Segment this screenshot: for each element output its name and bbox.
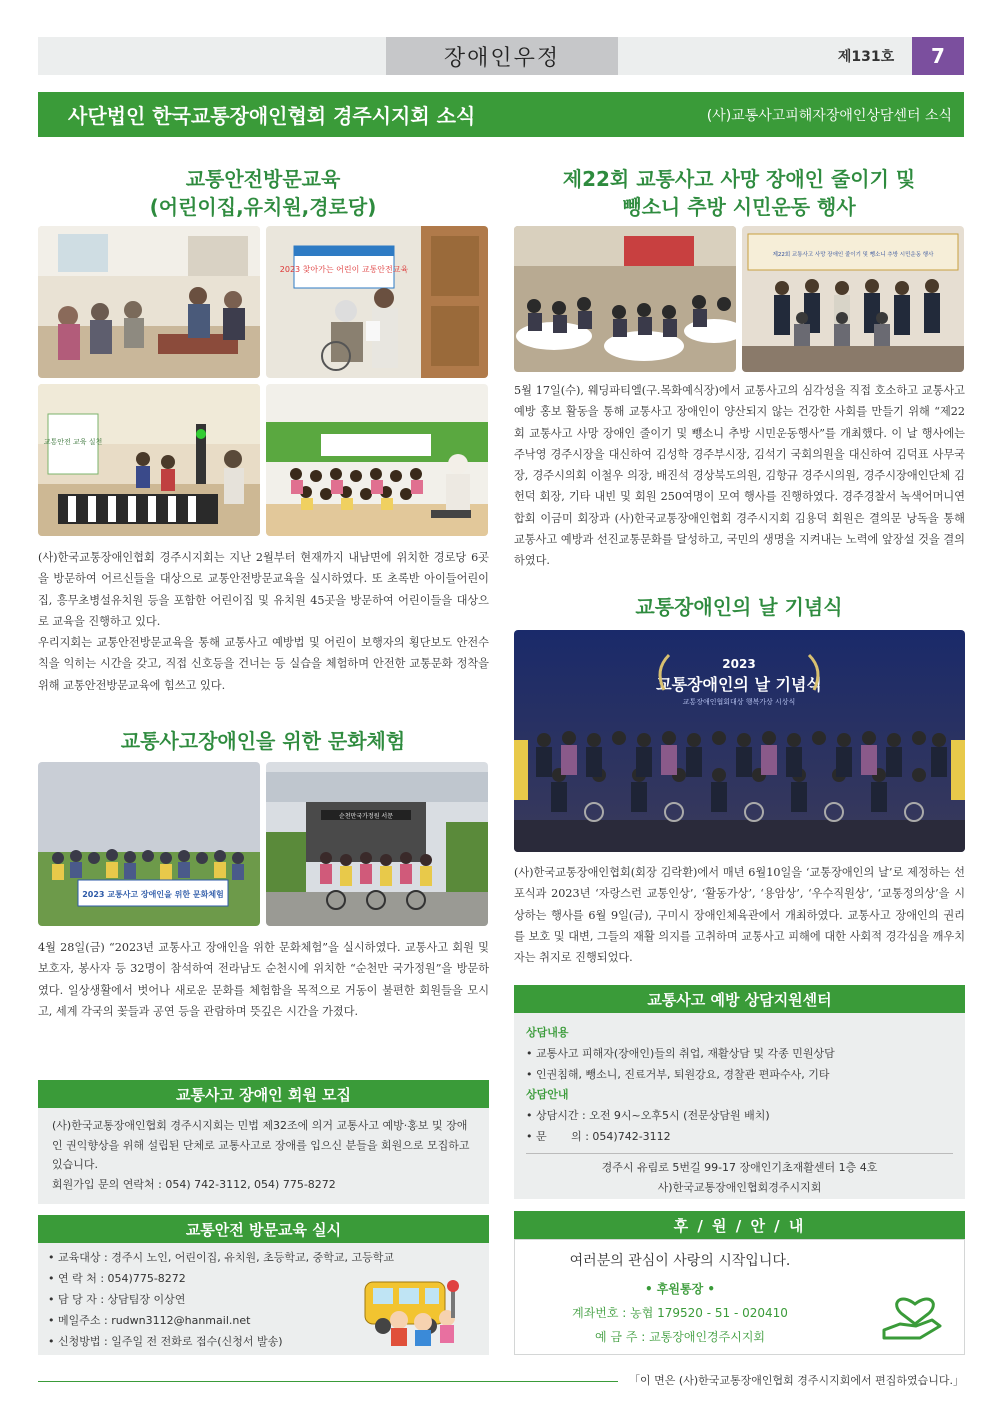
- article4-title: 교통장애인의 날 기념식: [635, 595, 843, 619]
- article1-paragraph: (사)한국교통장애인협회 경주시지회는 지난 2월부터 현재까지 내남면에 위치한 경로당 6곳을 방문하여 어르신들을 대상으로 교통안전방문교육을 실시하였다. 또 초록반 아이들어린이집, 흥무초병설유치원 등을 포함한 어린이집 및 유치원 45곳을 방문하여 어린이들을 대상으로 교육을 진행하고 있다.: [38, 551, 489, 628]
- counsel-address: [526, 1153, 953, 1198]
- article2-title: 교통사고장애인을 위한 문화체험: [120, 729, 406, 753]
- recruit-contact: 회원가입 문의 연락처 : 054) 742-3112, 054) 775-8272: [52, 1177, 336, 1191]
- counsel-content-item: • 인권침해, 뺑소니, 진료거부, 퇴원강요, 경찰관 편파수사, 기타: [526, 1068, 830, 1081]
- photo-banner-text: 제22회 교통사고 사망 장애인 줄이기 및 뺑소니 추방 시민운동 행사: [772, 252, 934, 258]
- counsel-heading: 교통사고 예방 상담지원센터: [514, 985, 965, 1013]
- article3-title-line1: 제22회 교통사고 사망 장애인 줄이기 및: [562, 167, 916, 191]
- recruit-heading: 교통사고 장애인 회원 모집: [38, 1080, 489, 1108]
- footer-note: 「이 면은 (사)한국교통장애인협회 경주시지회에서 편집하였습니다.」: [629, 1374, 964, 1387]
- magazine-title: 장애인우정: [386, 37, 618, 75]
- photo-event-hall: [514, 226, 736, 372]
- banner-title: 사단법인 한국교통장애인협회 경주시지회 소식: [68, 104, 476, 128]
- article1-paragraph: 우리지회는 교통안전방문교육을 통해 교통사고 예방법 및 어린이 보행자의 횡단보도 안전수칙을 익히는 시간을 갖고, 직접 신호등을 건너는 등 실습을 체험하며 안전한 교통문화 정착을 위해 교통안전방문교육에 힘쓰고 있다.: [38, 636, 489, 692]
- page-number: 7: [912, 37, 964, 75]
- donation-slogan: 여러분의 관심이 사랑의 시작입니다.: [569, 1253, 791, 1269]
- photo-title: 교통장애인의 날 기념식: [656, 675, 822, 694]
- donation-heading: 후 / 원 / 안 / 내: [514, 1211, 965, 1239]
- visit-edu-heading: 교통안전 방문교육 실시: [38, 1215, 489, 1243]
- photo-banner-text: 2023 찾아가는 어린이 교통안전교육: [279, 265, 409, 274]
- visit-edu-item: • 교육대상 : 경주시 노인, 어린이집, 유치원, 초등학교, 중학교, 고등학교: [48, 1251, 395, 1264]
- visit-edu-item: • 신청방법 : 일주일 전 전화로 접수(신청서 발송): [48, 1335, 283, 1348]
- article1-title-line2: (어린이집,유치원,경로당): [149, 195, 377, 219]
- recruit-box: [38, 1108, 489, 1204]
- visit-edu-item: • 담 당 자 : 상담팀장 이상연: [48, 1293, 186, 1306]
- photo-ceremony: [514, 630, 965, 852]
- article2-body: 4월 28일(금) “2023년 교통사고 장애인을 위한 문화체험”을 실시하였다. 교통사고 회원 및 보호자, 봉사자 등 32명이 참석하여 전라남도 순천시에 위치한 “순천만 국가정원”을 방문하였다. 일상생활에서 벗어나 새로운 문화를 체험함을 목적으로 거동이 불편한 회원들을 모시고, 세계 각국의 꽃들과 공연 등을 관람하며 뜻깊은 시간을 가졌다.: [38, 941, 489, 1018]
- article1-title-line1: 교통안전방문교육: [185, 167, 341, 191]
- recruit-text: (사)한국교통장애인협회 경주시지회는 민법 제32조에 의거 교통사고 예방·홍보 및 장애인 권익향상을 위해 설립된 단체로 교통사고로 장애를 입으신 분들을 회원으로 모집하고 있습니다.: [52, 1119, 470, 1171]
- photo-kids-crosswalk: [38, 384, 260, 536]
- article3-title: [514, 165, 964, 221]
- donation-box: [514, 1239, 965, 1355]
- article4-body: (사)한국교통장애인협회(회장 김락환)에서 매년 6월10일을 ‘교통장애인의 날’로 제정하는 선포식과 2023년 ‘자랑스런 교통인상’, ‘활동가상’, ‘용암상’, ‘우수직원상’, ‘교통정의상’을 시상하는 행사를 6월 9일(금), 구미시 장애인체육관에서 개최하였다. 교통사고 장애인의 권리를 보호 및 대변, 그들의 재활 의지를 고취하며 교통사고 피해에 대한 사회적 경각심을 깨우치자는 취지로 진행되었다.: [514, 866, 965, 965]
- article3-title-line2: 뺑소니 추방 시민운동 행사: [622, 195, 856, 219]
- photo-sign-text: 교통안전 교육 실천: [43, 438, 103, 446]
- counsel-content-label: 상담내용: [526, 1026, 569, 1039]
- photo-subtitle: 교통장애인협회대상 행복가상 시상식: [682, 698, 796, 706]
- issue-number: 제131호: [837, 49, 895, 65]
- photo-year: 2023: [722, 657, 756, 671]
- photo-sign-text: 순천만국가정원 서문: [338, 813, 394, 820]
- heart-hand-icon: [880, 1274, 950, 1344]
- article1-title: [38, 165, 488, 221]
- photo-banner-text: 2023 교통사고 장애인을 위한 문화체험: [82, 890, 224, 899]
- counsel-content-item: • 교통사고 피해자(장애인)들의 취업, 재활상담 및 각종 민원상담: [526, 1047, 835, 1060]
- donation-account-title: • 후원통장 •: [644, 1282, 716, 1296]
- counsel-guide-item: • 상담시간 : 오전 9시~오후5시 (전문상담원 배치): [526, 1109, 770, 1122]
- photo-kids-group: [266, 384, 488, 536]
- visit-edu-item: • 메일주소 : rudwn3112@hanmail.net: [48, 1314, 251, 1327]
- photo-senior-education: [38, 226, 260, 378]
- counsel-address-line: 사)한국교통장애인협회경주시지회: [657, 1181, 822, 1194]
- donation-account-holder: 예 금 주 : 교통장애인경주시지회: [595, 1330, 765, 1344]
- article3-body: 5월 17일(수), 웨딩파티엘(구.목화예식장)에서 교통사고의 심각성을 직접 호소하고 교통사고 예방 홍보 활동을 통해 교통사고 장애인이 양산되지 않는 건강한 사회를 만들기 위해 “제22회 교통사고 사망 장애인 줄이기 및 뺑소니 추방 시민운동행사”를 개최했다. 이 날 행사에는 주낙영 경주시장을 대신하여 김성학 경주부시장, 김석기 국회의원을 대신하여 김덕표 사무국장, 경주시의회 이철우 의장, 배진석 경상북도의원, 김항규 경주시의원, 경주시장애인단체 김헌덕 회장, 기타 내빈 및 회원 250여명이 모여 행사를 진행하였다. 경주경찰서 녹색어머니연합회 이금미 회장과 (사)한국교통장애인협회 경주시지회 김용덕 회원은 결의문 낭독을 통해 교통사고 예방과 선진교통문화를 달성하고, 국민의 생명을 지켜내는 노력에 앞장설 것을 결의하였다.: [514, 384, 965, 568]
- footer-rule: [38, 1381, 618, 1382]
- counsel-address-line: 경주시 유림로 5번길 99-17 장애인기초재활센터 1층 4호: [601, 1161, 878, 1174]
- donation-account-number: 계좌번호 : 농협 179520 - 51 - 020410: [572, 1306, 788, 1320]
- banner-subtitle: (사)교통사고피해자장애인상담센터 소식: [706, 107, 952, 124]
- visit-edu-item: • 연 락 처 : 054)775-8272: [48, 1272, 186, 1285]
- photo-banner-group: [266, 226, 488, 378]
- photo-event-group: [742, 226, 964, 372]
- photo-garden-gate: [266, 762, 488, 926]
- article1-body: [38, 547, 489, 696]
- counsel-guide-label: 상담안내: [526, 1088, 569, 1101]
- counsel-box: [514, 1013, 965, 1199]
- photo-culture-group: [38, 762, 260, 926]
- school-bus-children-icon: [355, 1268, 465, 1348]
- counsel-guide-item: • 문 의 : 054)742-3112: [526, 1130, 671, 1143]
